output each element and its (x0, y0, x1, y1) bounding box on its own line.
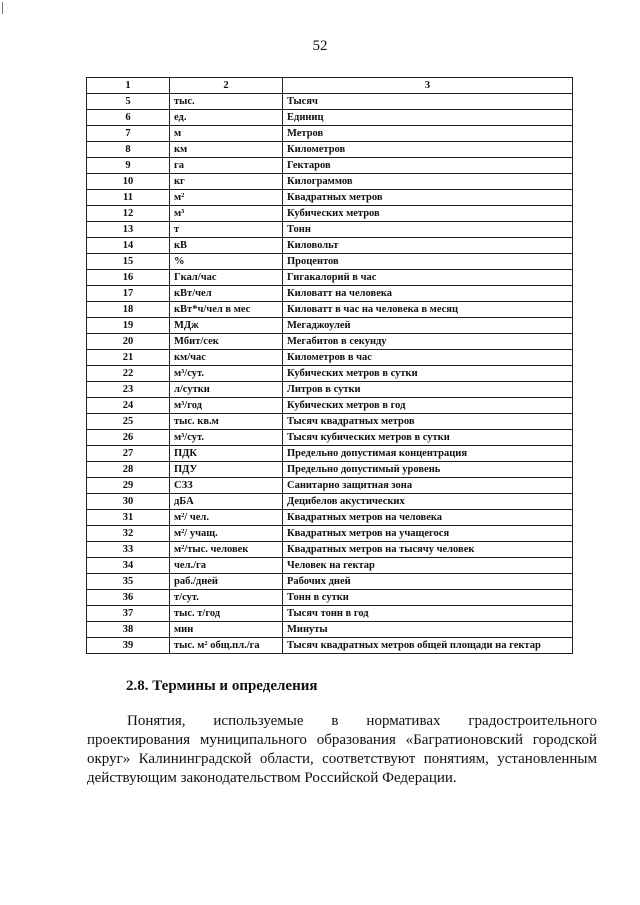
table-row (87, 206, 573, 222)
unit-abbreviation-cell: дБА (170, 494, 283, 510)
page-number: 52 (312, 38, 328, 54)
unit-abbreviation-cell: км/час (170, 350, 283, 366)
unit-abbreviation-cell: ед. (170, 110, 283, 126)
unit-description-cell: Километров в час (283, 350, 573, 366)
unit-description-cell: Квадратных метров на тысячу человек (283, 542, 573, 558)
table-row (87, 478, 573, 494)
table-row (87, 558, 573, 574)
unit-description-cell: Минуты (283, 622, 573, 638)
table-row (87, 366, 573, 382)
unit-abbreviation-cell: чел./га (170, 558, 283, 574)
table-row (87, 158, 573, 174)
unit-description-cell: Кубических метров в сутки (283, 366, 573, 382)
table-row (87, 574, 573, 590)
column-header-2: 2 (170, 78, 283, 94)
unit-description-cell: Санитарно защитная зона (283, 478, 573, 494)
unit-description-cell: Мегаджоулей (283, 318, 573, 334)
unit-abbreviation-cell: тыс. т/год (170, 606, 283, 622)
unit-description-cell: Кубических метров (283, 206, 573, 222)
table-row (87, 126, 573, 142)
unit-abbreviation-cell: кВ (170, 238, 283, 254)
row-number-cell: 18 (87, 302, 170, 318)
unit-abbreviation-cell: м³ (170, 206, 283, 222)
unit-description-cell: Тонн в сутки (283, 590, 573, 606)
unit-description-cell: Метров (283, 126, 573, 142)
row-number-cell: 37 (87, 606, 170, 622)
row-number-cell: 8 (87, 142, 170, 158)
row-number-cell: 9 (87, 158, 170, 174)
row-number-cell: 12 (87, 206, 170, 222)
unit-description-cell: Человек на гектар (283, 558, 573, 574)
row-number-cell: 25 (87, 414, 170, 430)
unit-description-cell: Тысяч (283, 94, 573, 110)
unit-abbreviation-cell: кВт*ч/чел в мес (170, 302, 283, 318)
table-row (87, 110, 573, 126)
unit-abbreviation-cell: км (170, 142, 283, 158)
row-number-cell: 24 (87, 398, 170, 414)
table-row (87, 462, 573, 478)
unit-abbreviation-cell: га (170, 158, 283, 174)
row-number-cell: 31 (87, 510, 170, 526)
unit-description-cell: Тысяч квадратных метров общей площади на гектар (283, 638, 573, 654)
table-row (87, 222, 573, 238)
body-paragraph: Понятия, используемые в нормативах градостроительного проектирования муниципального образования «Багратионовский городской округ» Калининградской области, соответствуют понятиям, установленным действующим законодательством Российской Федерации. (87, 713, 597, 786)
row-number-cell: 39 (87, 638, 170, 654)
unit-abbreviation-cell: МДж (170, 318, 283, 334)
unit-abbreviation-cell: т (170, 222, 283, 238)
row-number-cell: 29 (87, 478, 170, 494)
unit-description-cell: Тонн (283, 222, 573, 238)
table-row (87, 94, 573, 110)
unit-abbreviation-cell: тыс. (170, 94, 283, 110)
unit-description-cell: Рабочих дней (283, 574, 573, 590)
row-number-cell: 35 (87, 574, 170, 590)
row-number-cell: 21 (87, 350, 170, 366)
table-row (87, 542, 573, 558)
column-header-1: 1 (87, 78, 170, 94)
row-number-cell: 6 (87, 110, 170, 126)
table-header-row (87, 78, 573, 94)
table-body (87, 94, 573, 654)
table-row (87, 526, 573, 542)
row-number-cell: 30 (87, 494, 170, 510)
unit-description-cell: Гигакалорий в час (283, 270, 573, 286)
unit-description-cell: Тысяч тонн в год (283, 606, 573, 622)
unit-abbreviation-cell: тыс. кв.м (170, 414, 283, 430)
unit-abbreviation-cell: тыс. м² общ.пл./га (170, 638, 283, 654)
table-row (87, 254, 573, 270)
row-number-cell: 33 (87, 542, 170, 558)
unit-abbreviation-cell: СЗЗ (170, 478, 283, 494)
unit-description-cell: Мегабитов в секунду (283, 334, 573, 350)
row-number-cell: 34 (87, 558, 170, 574)
unit-abbreviation-cell: м³/год (170, 398, 283, 414)
unit-description-cell: Децибелов акустических (283, 494, 573, 510)
row-number-cell: 23 (87, 382, 170, 398)
unit-description-cell: Киловатт в час на человека в месяц (283, 302, 573, 318)
unit-abbreviation-cell: ПДК (170, 446, 283, 462)
row-number-cell: 36 (87, 590, 170, 606)
unit-description-cell: Килограммов (283, 174, 573, 190)
unit-abbreviation-cell: кВт/чел (170, 286, 283, 302)
units-table (86, 77, 573, 654)
table-row (87, 190, 573, 206)
table-row (87, 142, 573, 158)
unit-description-cell: Квадратных метров на человека (283, 510, 573, 526)
table-row (87, 638, 573, 654)
unit-description-cell: Киловольт (283, 238, 573, 254)
row-number-cell: 32 (87, 526, 170, 542)
row-number-cell: 38 (87, 622, 170, 638)
table-row (87, 446, 573, 462)
unit-abbreviation-cell: кг (170, 174, 283, 190)
unit-description-cell: Тысяч квадратных метров (283, 414, 573, 430)
unit-abbreviation-cell: Гкал/час (170, 270, 283, 286)
unit-abbreviation-cell: м²/ чел. (170, 510, 283, 526)
table-row (87, 286, 573, 302)
unit-description-cell: Гектаров (283, 158, 573, 174)
unit-description-cell: Тысяч кубических метров в сутки (283, 430, 573, 446)
unit-abbreviation-cell: т/сут. (170, 590, 283, 606)
table-row (87, 398, 573, 414)
row-number-cell: 26 (87, 430, 170, 446)
unit-description-cell: Квадратных метров на учащегося (283, 526, 573, 542)
table-row (87, 334, 573, 350)
table-row (87, 350, 573, 366)
row-number-cell: 15 (87, 254, 170, 270)
unit-description-cell: Квадратных метров (283, 190, 573, 206)
row-number-cell: 16 (87, 270, 170, 286)
scan-edge-mark (2, 2, 3, 14)
table-row (87, 238, 573, 254)
unit-description-cell: Предельно допустимая концентрация (283, 446, 573, 462)
unit-abbreviation-cell: м³/сут. (170, 366, 283, 382)
table-row (87, 382, 573, 398)
unit-description-cell: Литров в сутки (283, 382, 573, 398)
unit-description-cell: Километров (283, 142, 573, 158)
table-row (87, 270, 573, 286)
row-number-cell: 28 (87, 462, 170, 478)
unit-abbreviation-cell: м²/ учащ. (170, 526, 283, 542)
row-number-cell: 14 (87, 238, 170, 254)
unit-description-cell: Кубических метров в год (283, 398, 573, 414)
unit-description-cell: Предельно допустимый уровень (283, 462, 573, 478)
table-row (87, 622, 573, 638)
row-number-cell: 13 (87, 222, 170, 238)
unit-abbreviation-cell: м (170, 126, 283, 142)
unit-abbreviation-cell: м² (170, 190, 283, 206)
row-number-cell: 19 (87, 318, 170, 334)
table-row (87, 510, 573, 526)
row-number-cell: 20 (87, 334, 170, 350)
unit-description-cell: Процентов (283, 254, 573, 270)
table-row (87, 590, 573, 606)
unit-abbreviation-cell: мин (170, 622, 283, 638)
unit-abbreviation-cell: м²/тыс. человек (170, 542, 283, 558)
row-number-cell: 7 (87, 126, 170, 142)
table-row (87, 606, 573, 622)
table-row (87, 318, 573, 334)
table-row (87, 174, 573, 190)
row-number-cell: 10 (87, 174, 170, 190)
row-number-cell: 17 (87, 286, 170, 302)
unit-abbreviation-cell: м³/сут. (170, 430, 283, 446)
unit-abbreviation-cell: раб./дней (170, 574, 283, 590)
section-heading: 2.8. Термины и определения (126, 678, 318, 694)
table-row (87, 302, 573, 318)
row-number-cell: 27 (87, 446, 170, 462)
row-number-cell: 5 (87, 94, 170, 110)
row-number-cell: 22 (87, 366, 170, 382)
table-row (87, 414, 573, 430)
table-row (87, 430, 573, 446)
unit-abbreviation-cell: Мбит/сек (170, 334, 283, 350)
row-number-cell: 11 (87, 190, 170, 206)
column-header-3: 3 (283, 78, 573, 94)
unit-abbreviation-cell: % (170, 254, 283, 270)
unit-abbreviation-cell: ПДУ (170, 462, 283, 478)
unit-description-cell: Киловатт на человека (283, 286, 573, 302)
unit-description-cell: Единиц (283, 110, 573, 126)
unit-abbreviation-cell: л/сутки (170, 382, 283, 398)
table-row (87, 494, 573, 510)
